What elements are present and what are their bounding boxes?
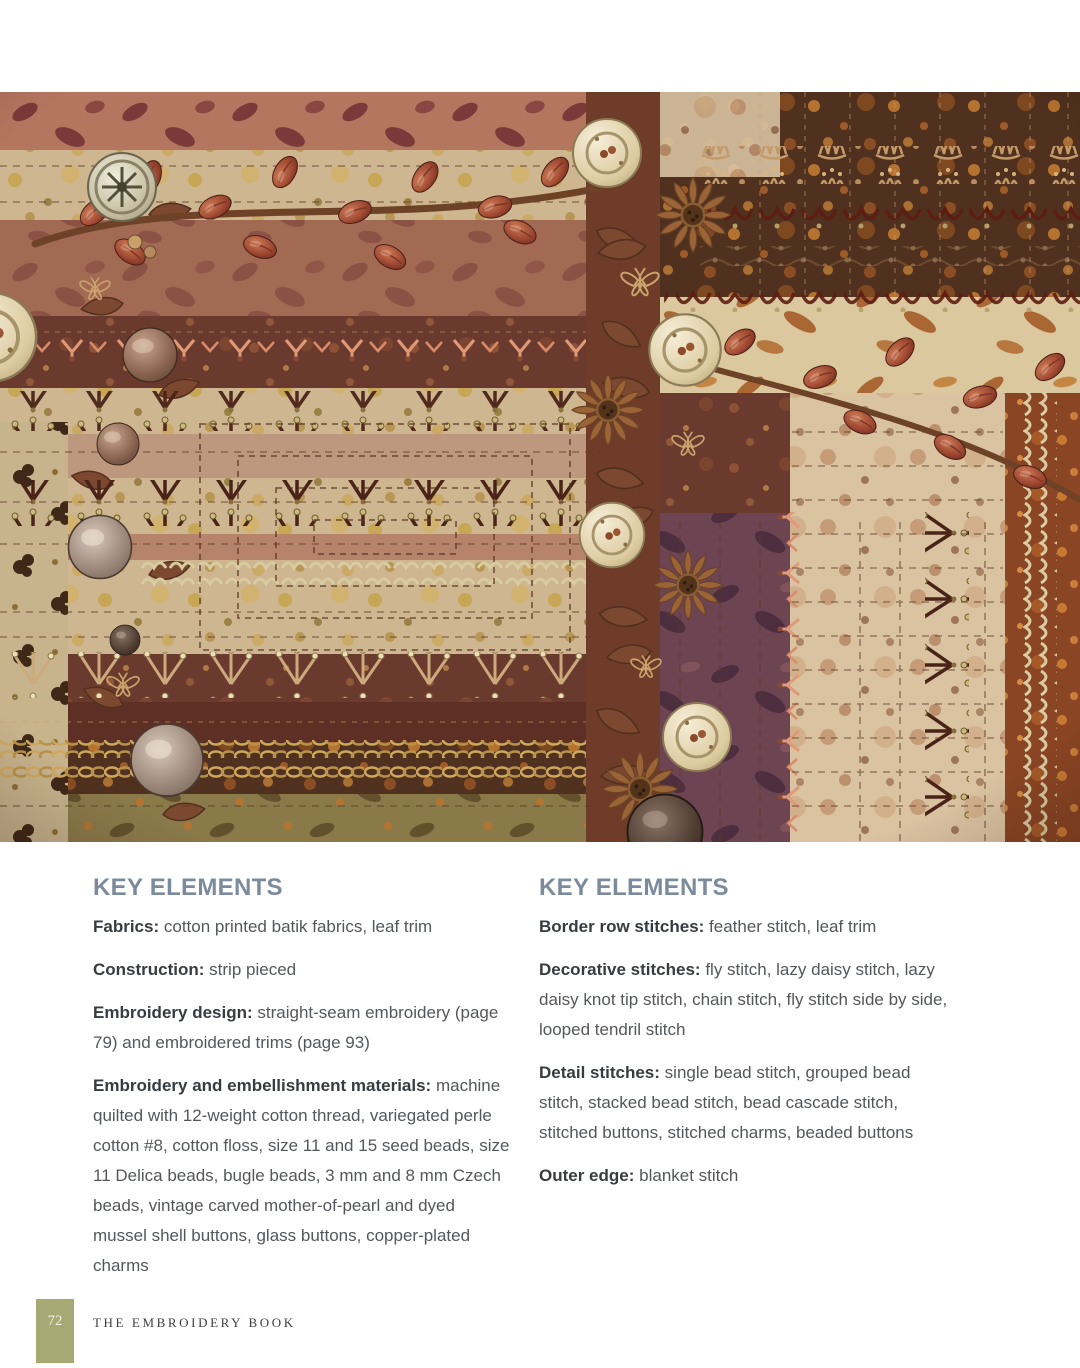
- section-heading: KEY ELEMENTS: [93, 874, 283, 901]
- page-number-badge: [36, 1299, 74, 1363]
- spec-embroidery-design: [93, 998, 513, 1058]
- section-heading: KEY ELEMENTS: [539, 874, 729, 901]
- spec-label: Border row stitches:: [539, 917, 705, 936]
- spec-label: Detail stitches:: [539, 1063, 660, 1082]
- quilt-photo-art: [0, 92, 1080, 842]
- key-elements-section: [93, 876, 959, 1294]
- spec-label: Embroidery and embellishment materials:: [93, 1076, 432, 1095]
- spec-label: Decorative stitches:: [539, 960, 701, 979]
- spec-label: Embroidery design:: [93, 1003, 253, 1022]
- spec-construction: [93, 955, 513, 985]
- spec-fabrics: [93, 912, 513, 942]
- spec-decorative-stitches: [539, 955, 959, 1045]
- spec-text: feather stitch, leaf trim: [709, 917, 877, 936]
- spec-label: Construction:: [93, 960, 205, 979]
- spec-outer-edge: [539, 1161, 959, 1191]
- spec-text: straight-seam embroidery (page 79) and embroidered trims (page 93): [93, 1003, 499, 1052]
- key-elements-column-left: [93, 876, 513, 1294]
- spec-materials: [93, 1071, 513, 1281]
- spec-label: Outer edge:: [539, 1166, 635, 1185]
- spec-text: cotton printed batik fabrics, leaf trim: [163, 917, 433, 936]
- spec-label: Fabrics:: [93, 917, 160, 936]
- spec-text: machine quilted with 12-weight cotton thread, variegated perle cotton #8, cotton floss, size 11 and 15 seed beads, size 11 Delica beads, bugle beads, 3 mm and 8 mm Czech beads, vintage carved mother-of-pearl and dyed mussel shell buttons, glass buttons, copper-plated charms: [93, 1076, 510, 1275]
- spec-text: single bead stitch, grouped bead stitch, stacked bead stitch, bead cascade stitch, stitched buttons, stitched charms, beaded buttons: [539, 1063, 914, 1142]
- page-number: 72: [47, 1313, 63, 1329]
- spec-text: blanket stitch: [639, 1166, 739, 1185]
- spec-border-row-stitches: [539, 912, 959, 942]
- key-elements-column-right: [539, 876, 959, 1294]
- spec-text: fly stitch, lazy daisy stitch, lazy daisy knot tip stitch, chain stitch, fly stitch side by side, looped tendril stitch: [539, 960, 948, 1039]
- spec-text: strip pieced: [209, 960, 297, 979]
- spec-detail-stitches: [539, 1058, 959, 1148]
- quilt-photo: [0, 92, 1080, 842]
- book-title: THE EMBROIDERY BOOK: [93, 1315, 296, 1330]
- photo-vignette: [0, 92, 1080, 842]
